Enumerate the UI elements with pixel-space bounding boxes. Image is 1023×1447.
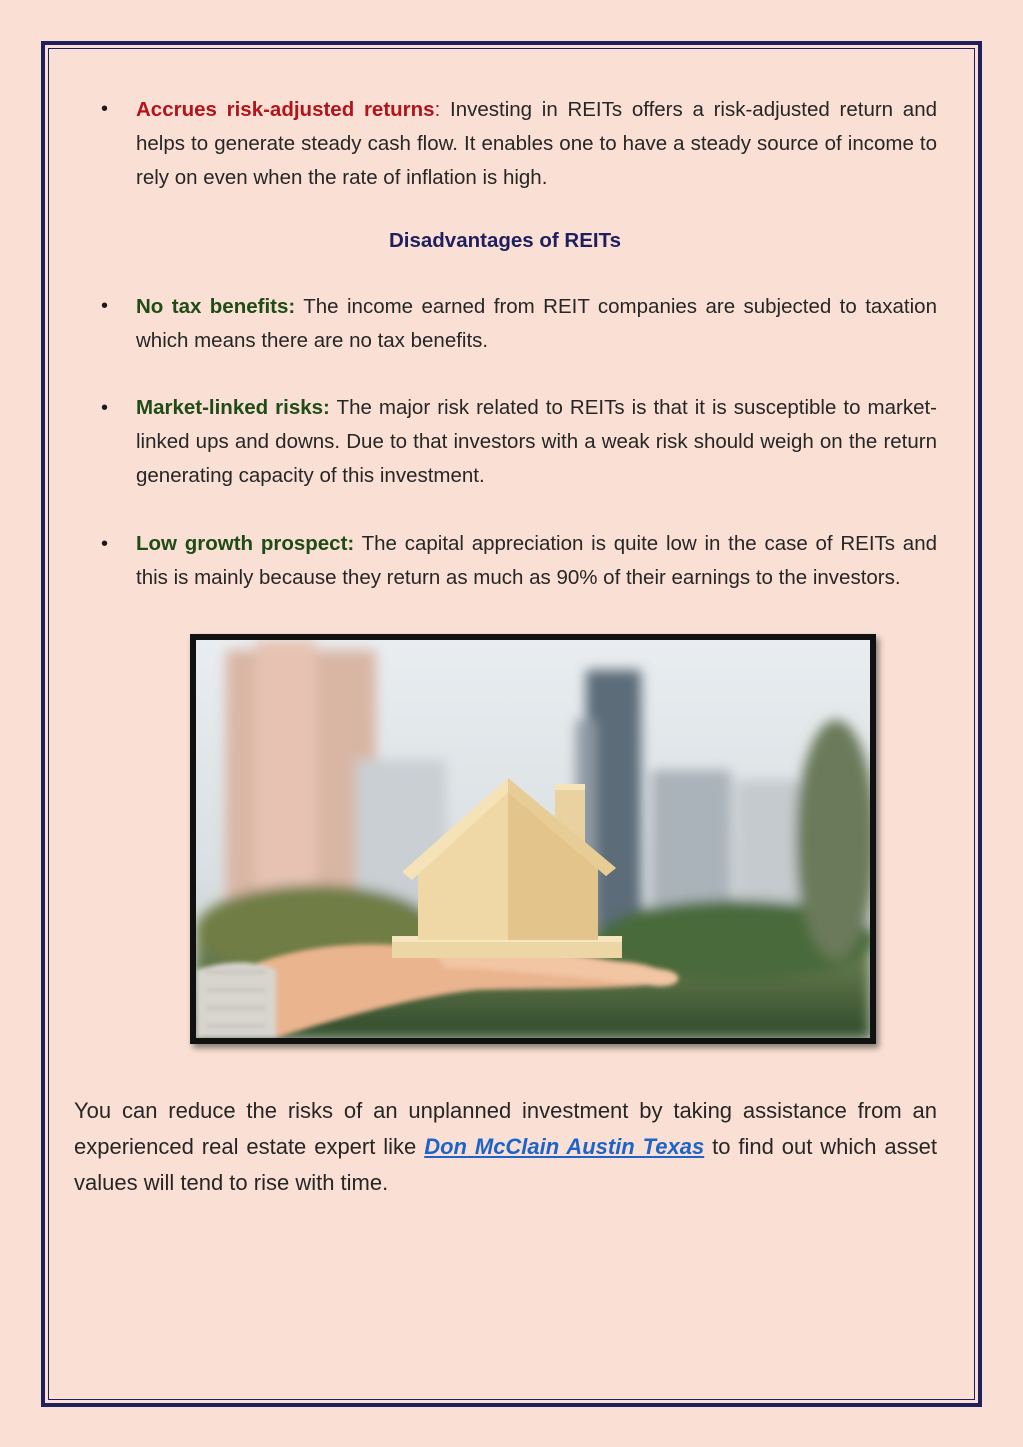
list-item-text: The capital appreciation is quite low in the case of REITs and this is mainly because they return as much as 90% of their earnings to the investors. xyxy=(136,532,937,589)
list-item-title: Low growth prospect: xyxy=(136,532,355,555)
closing-text-before: You can reduce the risks of an unplanned investment by taking assistance from an experienced real estate expert like xyxy=(74,1098,937,1159)
closing-text-after: to find out which asset values will tend to rise with time. xyxy=(74,1134,937,1195)
section-heading: Disadvantages of REITs xyxy=(388,229,622,252)
bullet-marker: • xyxy=(101,533,109,555)
list-item-title: Market-linked risks: xyxy=(136,396,330,419)
bullet-marker: • xyxy=(101,98,109,120)
list-item-market-linked-risks xyxy=(136,391,937,493)
list-item-risk-adjusted-returns xyxy=(136,93,937,195)
list-item-low-growth-prospect xyxy=(136,527,937,595)
list-item-text: Investing in REITs offers a risk-adjusted return and helps to generate steady cash flow. It enables one to have a steady source of income to rely on even when the rate of inflation is high. xyxy=(136,98,937,189)
bullet-marker: • xyxy=(101,295,109,317)
bullet-marker: • xyxy=(101,397,109,419)
house-in-hand-photo xyxy=(190,634,876,1044)
list-item-separator: : xyxy=(434,98,441,121)
closing-paragraph xyxy=(74,1093,937,1201)
list-item-text: The major risk related to REITs is that it is susceptible to market-linked ups and downs. Due to that investors with a weak risk should weigh on the return generating capacity of this investment. xyxy=(136,396,937,487)
list-item-no-tax-benefits xyxy=(136,290,937,358)
list-item-title: Accrues risk-adjusted returns xyxy=(136,98,435,121)
list-item-title: No tax benefits: xyxy=(136,295,296,318)
don-mcclain-link[interactable]: Don McClain Austin Texas xyxy=(424,1134,705,1159)
house-in-hand-illustration xyxy=(196,640,870,1038)
list-item-text: The income earned from REIT companies are subjected to taxation which means there are no tax benefits. xyxy=(136,295,937,352)
